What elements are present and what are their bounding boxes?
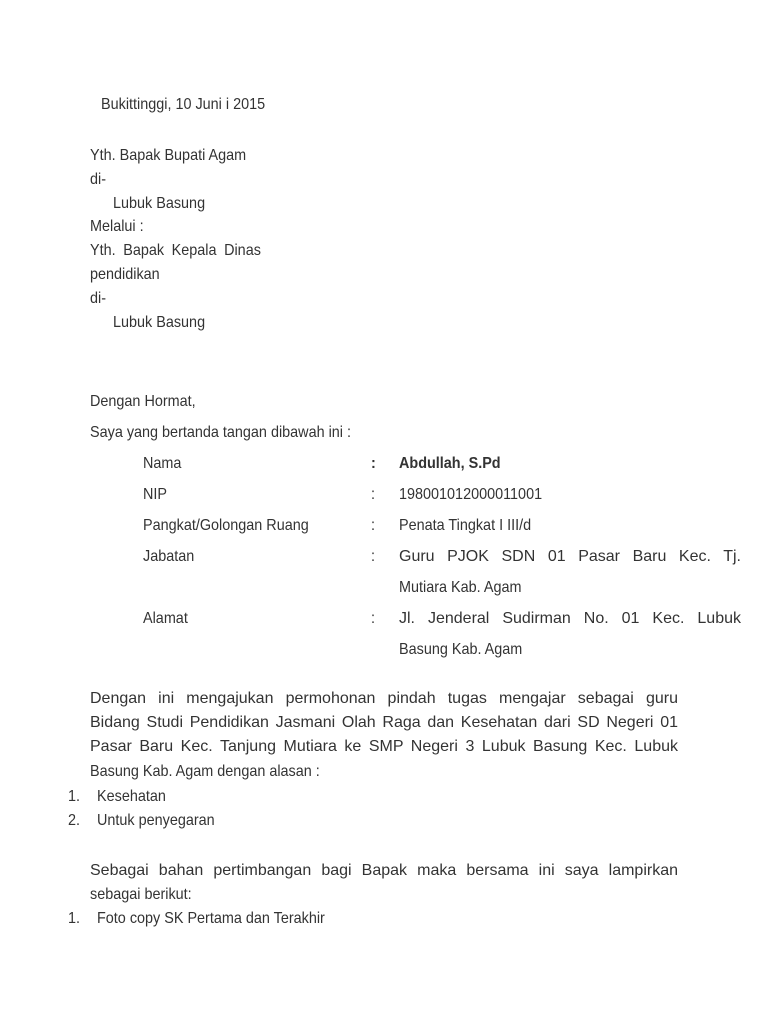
recipient-line: Lubuk Basung <box>113 195 206 212</box>
attach-paragraph-line: sebagai berikut: <box>90 886 192 903</box>
identity-value-nip: 198001012000011001 <box>399 486 543 503</box>
recipient-line: Yth. Bapak Bupati Agam <box>90 147 247 164</box>
identity-value-jabatan: Guru PJOK SDN 01 Pasar Baru Kec. Tj. <box>399 548 741 565</box>
identity-label-pangkat: Pangkat/Golongan Ruang <box>143 517 309 534</box>
identity-sep: : <box>371 486 376 503</box>
identity-value-alamat: Basung Kab. Agam <box>399 641 523 658</box>
attach-paragraph-line: Sebagai bahan pertimbangan bagi Bapak maka bersama ini saya lampirkan <box>90 862 678 879</box>
body-paragraph-line: Pasar Baru Kec. Tanjung Mutiara ke SMP Negeri 3 Lubuk Basung Kec. Lubuk <box>90 738 678 755</box>
identity-label-jabatan: Jabatan <box>143 548 195 565</box>
identity-value-pangkat: Penata Tingkat I III/d <box>399 517 532 534</box>
list-item: Foto copy SK Pertama dan Terakhir <box>97 910 325 927</box>
identity-label-nama: Nama <box>143 455 182 472</box>
identity-value-alamat: Jl. Jenderal Sudirman No. 01 Kec. Lubuk <box>399 610 741 627</box>
recipient-line: Yth. Bapak Kepala Dinas <box>90 242 261 259</box>
body-paragraph-line: Basung Kab. Agam dengan alasan : <box>90 763 320 780</box>
list-item: Kesehatan <box>97 788 166 805</box>
identity-value-nama: Abdullah, S.Pd <box>399 455 501 472</box>
recipient-line: Melalui : <box>90 218 144 235</box>
list-item: Untuk penyegaran <box>97 812 215 829</box>
list-number: 2. <box>68 812 81 829</box>
identity-value-jabatan: Mutiara Kab. Agam <box>399 579 522 596</box>
identity-sep: : <box>371 548 376 565</box>
identity-sep: : <box>371 517 376 534</box>
list-number: 1. <box>68 910 81 927</box>
recipient-line: di- <box>90 290 107 307</box>
place-date: Bukittinggi, 10 Juni i 2015 <box>101 96 266 113</box>
recipient-line: pendidikan <box>90 266 160 283</box>
identity-sep: : <box>371 455 376 472</box>
recipient-line: di- <box>90 171 107 188</box>
identity-label-nip: NIP <box>143 486 168 503</box>
list-number: 1. <box>68 788 81 805</box>
identity-label-alamat: Alamat <box>143 610 188 627</box>
intro-line: Saya yang bertanda tangan dibawah ini : <box>90 424 351 441</box>
greeting: Dengan Hormat, <box>90 393 196 410</box>
recipient-line: Lubuk Basung <box>113 314 206 331</box>
body-paragraph-line: Bidang Studi Pendidikan Jasmani Olah Raga dan Kesehatan dari SD Negeri 01 <box>90 714 678 731</box>
identity-sep: : <box>371 610 376 627</box>
body-paragraph-line: Dengan ini mengajukan permohonan pindah tugas mengajar sebagai guru <box>90 690 678 707</box>
